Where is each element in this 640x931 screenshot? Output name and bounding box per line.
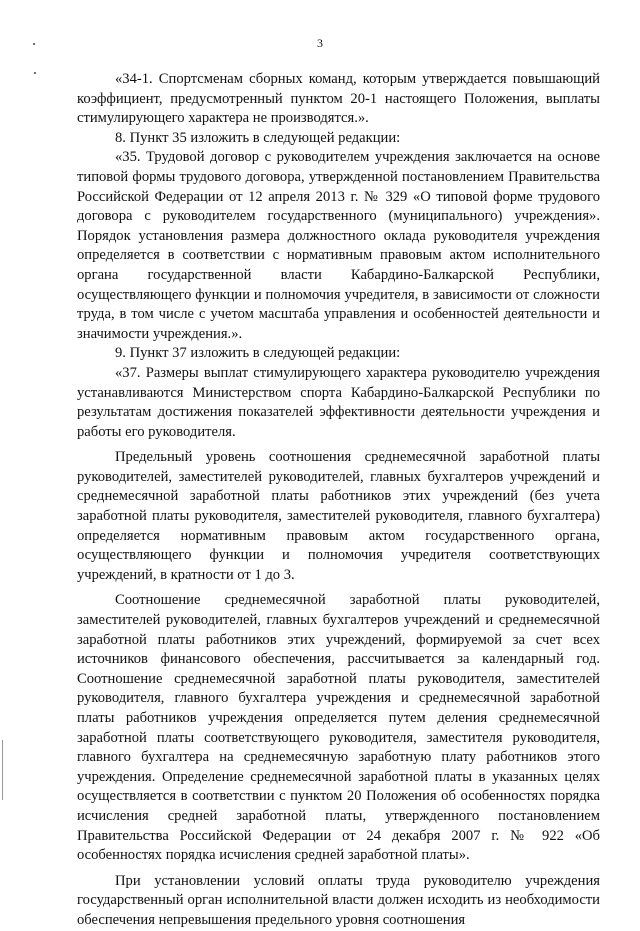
paragraph-item-9: 9. Пункт 37 изложить в следующей редакции: (115, 345, 401, 362)
paragraph-salary-ratio-limit: Предельный уровень соотношения среднемесячной заработной платы руководителей, заместителей руководителей, главных бухгалтеров учреждений и среднемесячной заработной платы работников этих учреждений (без учета заработной платы руководителя, заместителей руководителя, главного бухгалтера) определяется нормативным правовым актом государственного органа, осуществляющего функции и полномочия учредителя соответствующих учреждений, в кратности от 1 до 3. (77, 449, 600, 583)
paragraph-remuneration-conditions: При установлении условий оплаты труда руководителю учреждения государственный орган исполнительной власти должен исходить из необходимости обеспечения непревышения предельного уровня соотношения (77, 872, 600, 928)
scan-edge-mark (2, 740, 3, 800)
paragraph-35: «35. Трудовой договор с руководителем учреждения заключается на основе типовой формы трудового договора, утвержденной постановлением Правительства Российской Федерации от 12 апреля 2013 г. № 329 «О типовой форме трудового договора с руководителем государственного (муниципального) учреждения». Порядок установления размера должностного оклада руководителя учреждения определяется в соответствии с нормативным правовым актом исполнительного органа государственной власти Кабардино-Балкарской Республики, осуществляющего функции и полномочия учредителя, в зависимости от сложности труда, в том числе с учетом масштаба управления и особенностей деятельности и значимости учреждения.». (77, 149, 600, 342)
scan-speck (33, 43, 35, 45)
scan-speck (34, 72, 36, 74)
paragraph-item-8: 8. Пункт 35 изложить в следующей редакции: (115, 129, 401, 146)
document-body (77, 70, 600, 931)
page-number: 3 (317, 36, 323, 50)
paragraph-salary-ratio-calculation: Соотношение среднемесячной заработной платы руководителей, заместителей руководителей, главных бухгалтеров учреждений и среднемесячной заработной платы работников этих учреждений, формируемой за счет всех источников финансового обеспечения, рассчитывается за календарный год. Соотношение среднемесячной заработной платы руководителя, заместителей руководителя, главного бухгалтера учреждения и среднемесячной заработной платы работников учреждения определяется путем деления среднемесячной заработной платы соответствующего руководителя, заместителя руководителя, главного бухгалтера на среднемесячную заработную плату работников этого учреждения. Определение среднемесячной заработной платы в указанных целях осуществляется в соответствии с пунктом 20 Положения об особенностях порядка исчисления средней заработной платы, утвержденного постановлением Правительства Российской Федерации от 24 декабря 2007 г. № 922 «Об особенностях порядка исчисления средней заработной платы». (77, 592, 600, 864)
paragraph-34-1: «34-1. Спортсменам сборных команд, которым утверждается повышающий коэффициент, предусмотренный пунктом 20-1 настоящего Положения, выплаты стимулирующего характера не производятся.». (77, 71, 600, 127)
paragraph-37: «37. Размеры выплат стимулирующего характера руководителю учреждения устанавливаются Министерством спорта Кабардино-Балкарской Республики по результатам достижения показателей эффективности деятельности учреждения и работы его руководителя. (77, 364, 600, 440)
